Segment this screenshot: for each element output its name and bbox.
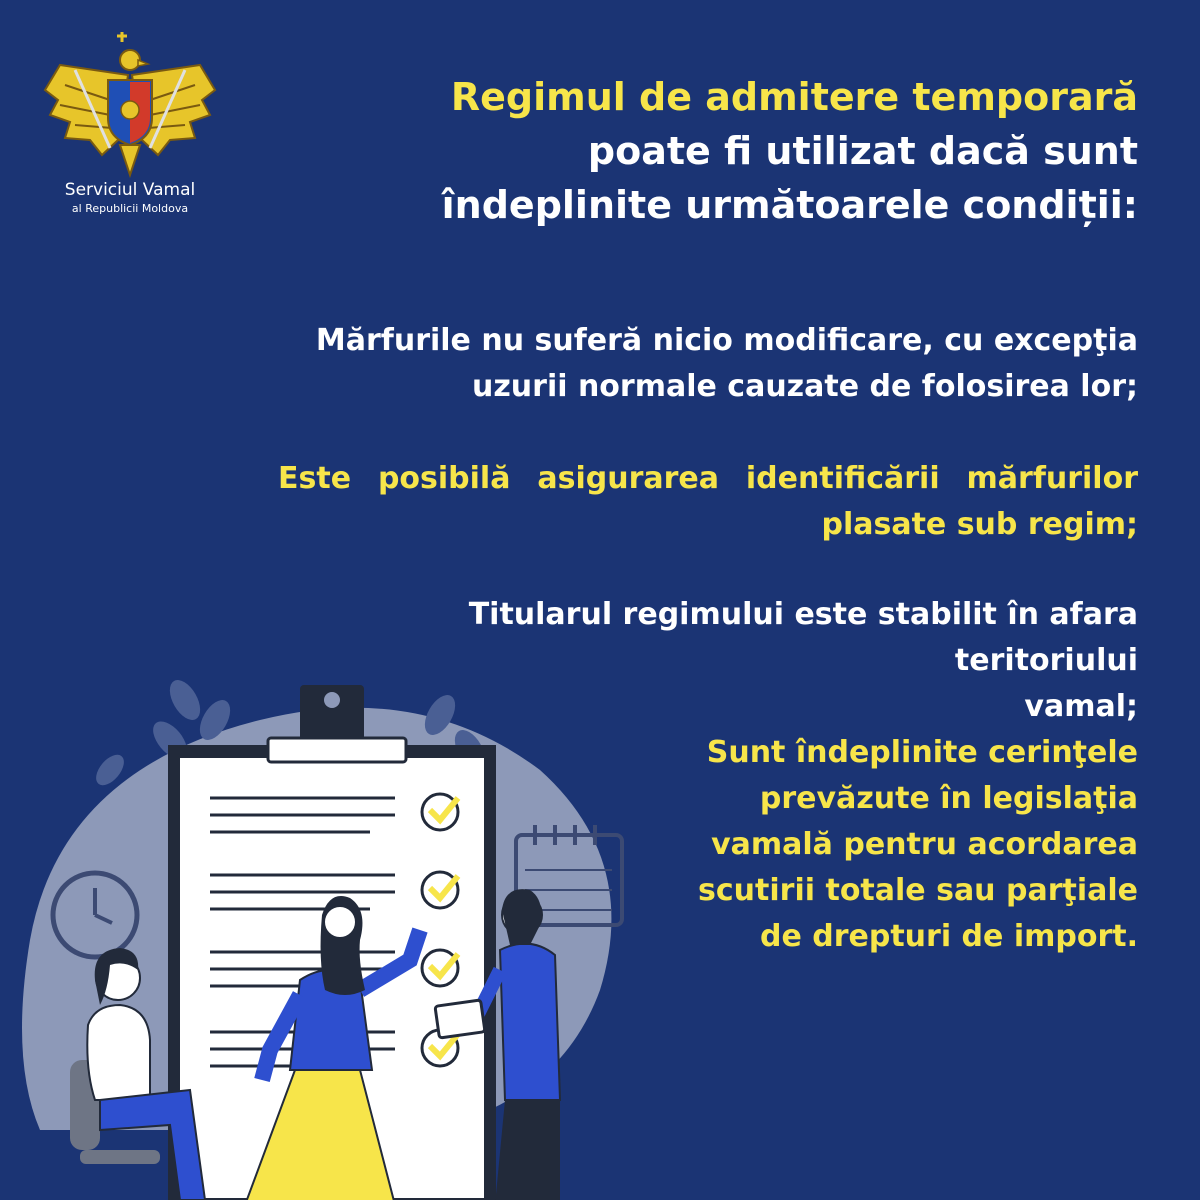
- logo: [40, 30, 220, 220]
- condition-line: scutirii totale sau parţiale: [698, 873, 1138, 908]
- condition-line: de drepturi de import.: [759, 919, 1138, 954]
- title-line-3: îndeplinite următoarele condiții:: [441, 183, 1138, 227]
- condition-4: [638, 730, 1138, 960]
- tablet-icon: [435, 1000, 485, 1038]
- condition-line: Este posibilă asigurarea identificării mărfurilor: [278, 461, 1138, 496]
- title-line-2: poate fi utilizat dacă sunt: [587, 129, 1138, 173]
- condition-1: [278, 318, 1138, 410]
- condition-line: vamală pentru acordarea: [711, 827, 1138, 862]
- condition-line: Mărfurile nu suferă nicio modificare, cu excepţia: [315, 323, 1138, 358]
- title-line-1: Regimul de admitere temporară: [450, 75, 1138, 119]
- logo-title: Serviciul Vamal: [64, 180, 196, 200]
- checklist-illustration: [0, 660, 700, 1200]
- condition-line: vamal;: [1024, 689, 1138, 724]
- condition-line: plasate sub regim;: [821, 507, 1138, 542]
- condition-line: Titularul regimului este stabilit în afara teritoriului: [468, 597, 1138, 678]
- coat-of-arms-icon: [40, 30, 220, 180]
- condition-line: prevăzute în legislaţia: [759, 781, 1138, 816]
- condition-line: Sunt îndeplinite cerinţele: [706, 735, 1138, 770]
- logo-subtitle: al Republicii Moldova: [71, 202, 189, 215]
- condition-2: [278, 456, 1138, 548]
- page-title: [378, 70, 1138, 232]
- condition-line: uzurii normale cauzate de folosirea lor;: [471, 369, 1138, 404]
